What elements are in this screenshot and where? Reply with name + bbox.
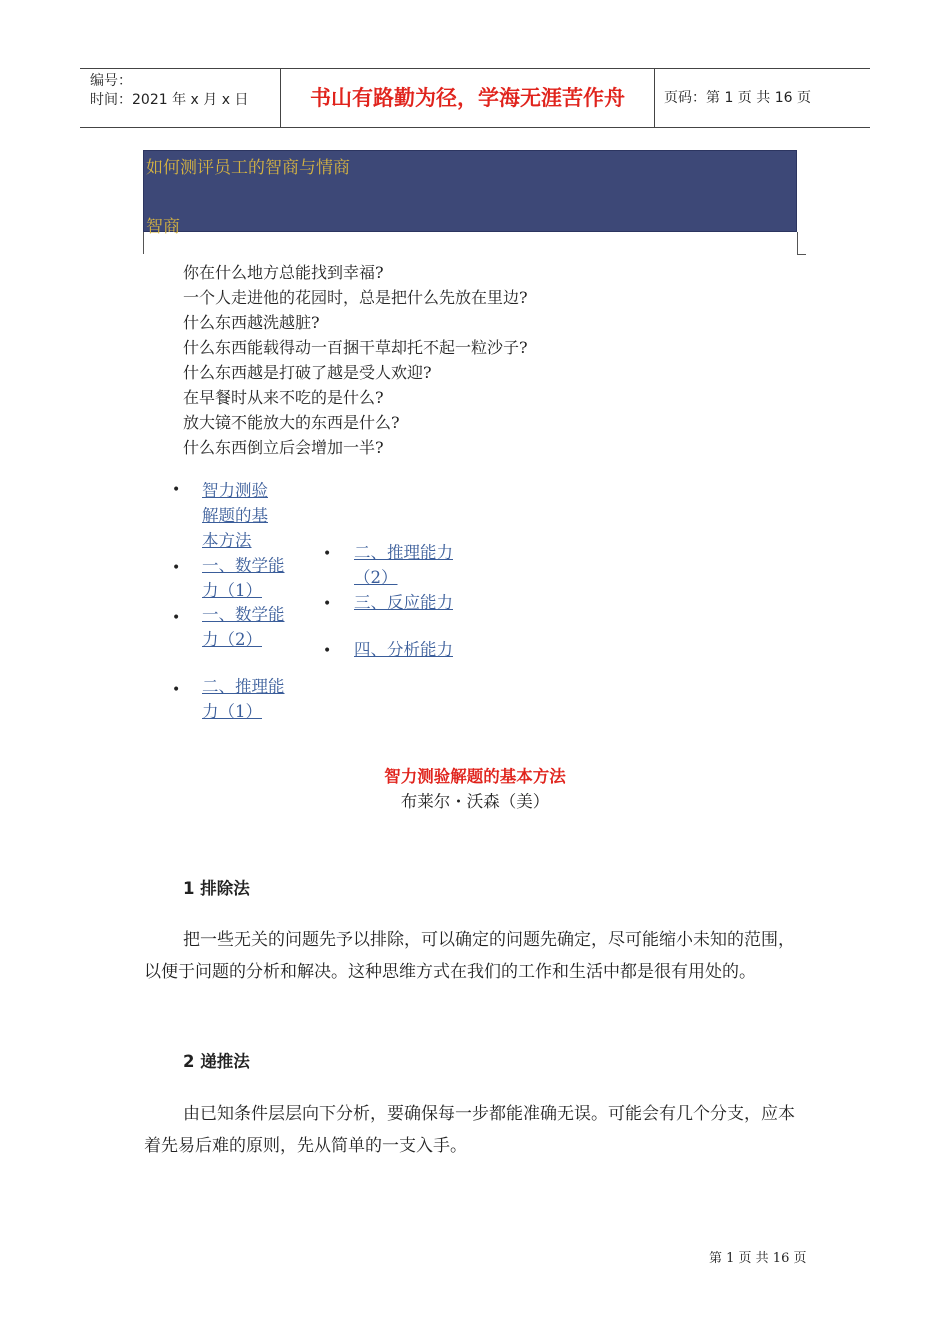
riddle-item: 什么东西能载得动一百捆干草却托不起一粒沙子? xyxy=(183,338,528,357)
riddle-list xyxy=(183,260,528,460)
bullet-icon: • xyxy=(323,643,332,659)
riddle-item: 什么东西越洗越脏? xyxy=(183,313,320,332)
bullet-icon: • xyxy=(172,682,181,698)
header-page-number: 页码：第 1 页 共 16 页 xyxy=(664,90,811,106)
method-paragraph: 由已知条件层层向下分析，要确保每一步都能准确无误。可能会有几个分支，应本着先易后难的原则，先从简单的一支入手。 xyxy=(144,1104,795,1156)
riddle-item: 放大镜不能放大的东西是什么? xyxy=(183,413,400,432)
riddle-item: 你在什么地方总能找到幸福? xyxy=(183,263,384,282)
bullet-icon: • xyxy=(323,546,332,562)
banner-title: 如何测评员工的智商与情商 xyxy=(146,158,350,178)
toc-link-reasoning-1[interactable]: 二、推理能 力（1） xyxy=(202,677,285,721)
riddle-item: 一个人走进他的花园时，总是把什么先放在里边? xyxy=(183,288,528,307)
header-table xyxy=(80,68,870,128)
doc-number-label: 编号： xyxy=(90,73,132,89)
title-banner xyxy=(143,150,797,237)
bullet-icon: • xyxy=(172,482,181,498)
bracket-right xyxy=(797,232,806,255)
riddle-item: 什么东西越是打破了越是受人欢迎? xyxy=(183,363,432,382)
footer-page-number: 第 1 页 共 16 页 xyxy=(709,1251,807,1266)
toc-link-basic-methods[interactable]: 智力测验 解题的基 本方法 xyxy=(202,481,268,550)
toc-link-reasoning-2[interactable]: 二、推理能力 （2） xyxy=(354,543,453,587)
header-meta xyxy=(80,69,281,127)
toc-link-reaction[interactable]: 三、反应能力 xyxy=(354,593,453,612)
section-author: 布莱尔・沃森（美） xyxy=(400,792,550,811)
bracket-left xyxy=(143,232,144,254)
banner-subtitle: 智商 xyxy=(146,217,180,237)
method-paragraph: 把一些无关的问题先予以排除，可以确定的问题先确定，尽可能缩小未知的范围，以便于问题的分析和解决。这种思维方式在我们的工作和生活中都是很有用处的。 xyxy=(144,930,795,982)
header-motto: 书山有路勤为径，学海无涯苦作舟 xyxy=(281,69,655,127)
riddle-item: 什么东西倒立后会增加一半? xyxy=(183,438,384,457)
toc-link-math-2[interactable]: 一、数学能 力（2） xyxy=(202,605,285,649)
bullet-icon: • xyxy=(323,596,332,612)
toc-link-math-1[interactable]: 一、数学能 力（1） xyxy=(202,556,285,600)
method-heading: 1 排除法 xyxy=(183,879,250,898)
method-heading: 2 递推法 xyxy=(183,1052,250,1071)
bullet-icon: • xyxy=(172,610,181,626)
toc-link-analysis[interactable]: 四、分析能力 xyxy=(354,640,453,659)
time-label: 时间：2021 年 x 月 x 日 xyxy=(90,92,249,108)
bullet-icon: • xyxy=(172,560,181,576)
riddle-item: 在早餐时从来不吃的是什么? xyxy=(183,388,384,407)
section-title: 智力测验解题的基本方法 xyxy=(384,767,566,786)
